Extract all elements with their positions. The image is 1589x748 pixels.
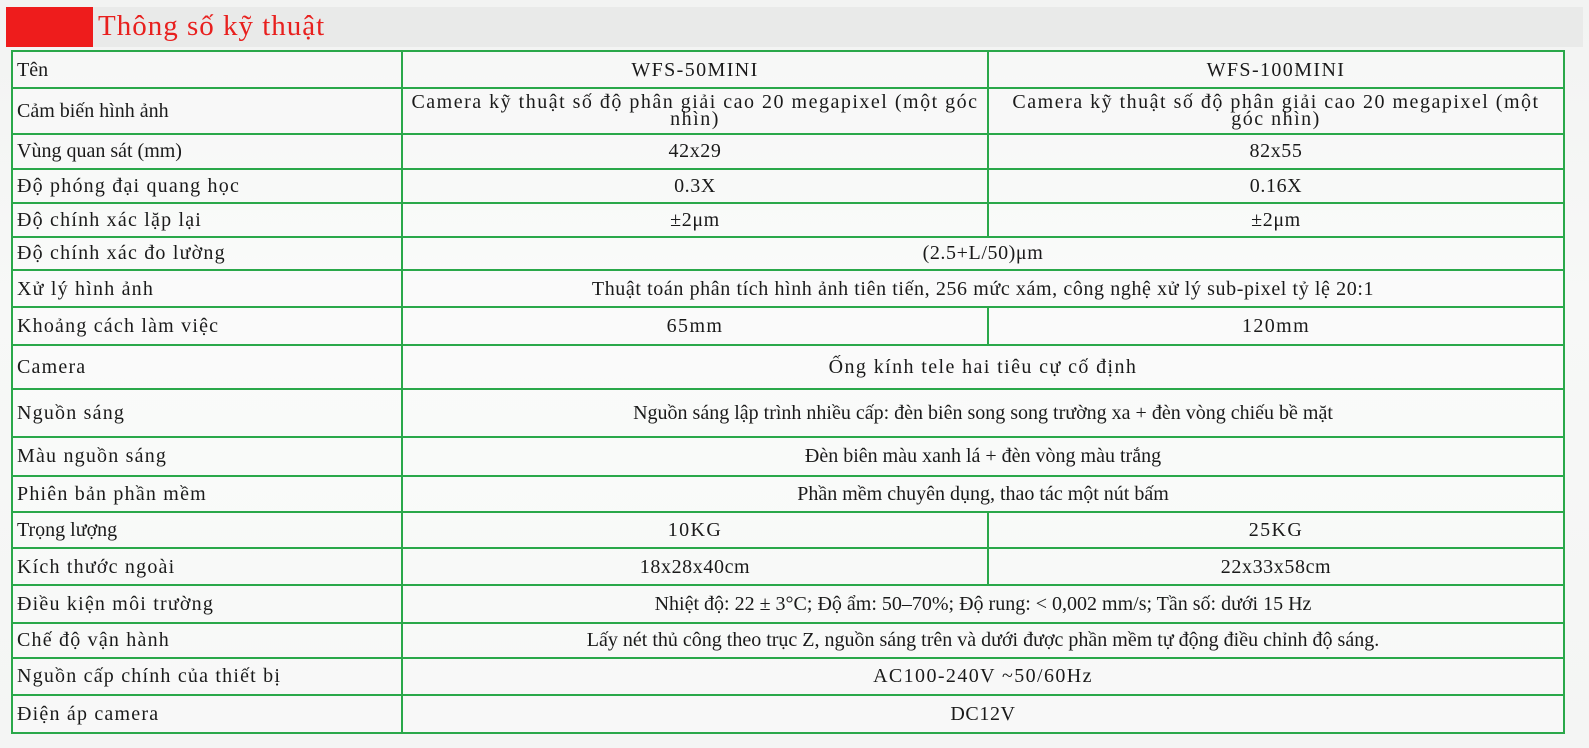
table-row: [12, 51, 1564, 88]
cell-value: 25KG: [988, 512, 1564, 548]
cell-value: 10KG: [402, 512, 988, 548]
row-label: Độ chính xác đo lường: [12, 237, 402, 270]
cell-value: Thuật toán phân tích hình ảnh tiên tiến, 256 mức xám, công nghệ xử lý sub-pixel tỷ lệ 20:1: [402, 270, 1564, 307]
table-row: [12, 169, 1564, 203]
row-label: Độ chính xác lặp lại: [12, 203, 402, 237]
cell-value: WFS-50MINI: [402, 51, 988, 88]
cell-value: Ống kính tele hai tiêu cự cố định: [402, 345, 1564, 389]
row-label: Phiên bản phần mềm: [12, 476, 402, 512]
cell-value: 120mm: [988, 307, 1564, 345]
row-label: Màu nguồn sáng: [12, 437, 402, 476]
table-row: [12, 389, 1564, 436]
table-row: [12, 658, 1564, 695]
table-row: [12, 476, 1564, 512]
spec-table: [11, 50, 1565, 734]
cell-value: Đèn biên màu xanh lá + đèn vòng màu trắng: [402, 437, 1564, 476]
cell-value: ±2μm: [402, 203, 988, 237]
row-label: Nguồn sáng: [12, 389, 402, 436]
cell-value: 18x28x40cm: [402, 548, 988, 585]
header-red-block: [6, 7, 93, 47]
table-row: [12, 88, 1564, 134]
row-label: Trọng lượng: [12, 512, 402, 548]
table-row: [12, 548, 1564, 585]
section-header: [6, 7, 1583, 47]
table-row: [12, 270, 1564, 307]
cell-value: Camera kỹ thuật số độ phân giải cao 20 megapixel (một góc nhìn): [988, 88, 1564, 134]
cell-value: WFS-100MINI: [988, 51, 1564, 88]
cell-value: 0.16X: [988, 169, 1564, 203]
cell-value: Nguồn sáng lập trình nhiều cấp: đèn biên song song trường xa + đèn vòng chiếu bề mặt: [402, 389, 1564, 436]
row-label: Camera: [12, 345, 402, 389]
row-label: Điều kiện môi trường: [12, 585, 402, 623]
row-label: Độ phóng đại quang học: [12, 169, 402, 203]
row-label: Cảm biến hình ảnh: [12, 88, 402, 134]
table-row: [12, 512, 1564, 548]
cell-value: (2.5+L/50)μm: [402, 237, 1564, 270]
cell-value: 42x29: [402, 134, 988, 168]
row-label: Khoảng cách làm việc: [12, 307, 402, 345]
table-row: [12, 237, 1564, 270]
table-row: [12, 203, 1564, 237]
cell-value: Phần mềm chuyên dụng, thao tác một nút bấm: [402, 476, 1564, 512]
row-label: Chế độ vận hành: [12, 623, 402, 657]
table-row: [12, 307, 1564, 345]
cell-value: ±2μm: [988, 203, 1564, 237]
row-label: Kích thước ngoài: [12, 548, 402, 585]
cell-value: 22x33x58cm: [988, 548, 1564, 585]
table-row: [12, 585, 1564, 623]
row-label: Nguồn cấp chính của thiết bị: [12, 658, 402, 695]
row-label: Điện áp camera: [12, 695, 402, 733]
cell-value: DC12V: [402, 695, 1564, 733]
page-title: Thông số kỹ thuật: [98, 10, 326, 42]
table-row: [12, 345, 1564, 389]
cell-value: Camera kỹ thuật số độ phân giải cao 20 megapixel (một góc nhìn): [402, 88, 988, 134]
cell-value: AC100-240V ~50/60Hz: [402, 658, 1564, 695]
table-row: [12, 134, 1564, 168]
row-label: Vùng quan sát (mm): [12, 134, 402, 168]
row-label: Xử lý hình ảnh: [12, 270, 402, 307]
cell-value: Nhiệt độ: 22 ± 3°C; Độ ẩm: 50–70%; Độ rung: < 0,002 mm/s; Tần số: dưới 15 Hz: [402, 585, 1564, 623]
cell-value: Lấy nét thủ công theo trục Z, nguồn sáng trên và dưới được phần mềm tự động điều chỉnh độ sáng.: [402, 623, 1564, 657]
cell-value: 65mm: [402, 307, 988, 345]
row-label: Tên: [12, 51, 402, 88]
cell-value: 82x55: [988, 134, 1564, 168]
table-row: [12, 437, 1564, 476]
table-row: [12, 695, 1564, 733]
cell-value: 0.3X: [402, 169, 988, 203]
table-row: [12, 623, 1564, 657]
